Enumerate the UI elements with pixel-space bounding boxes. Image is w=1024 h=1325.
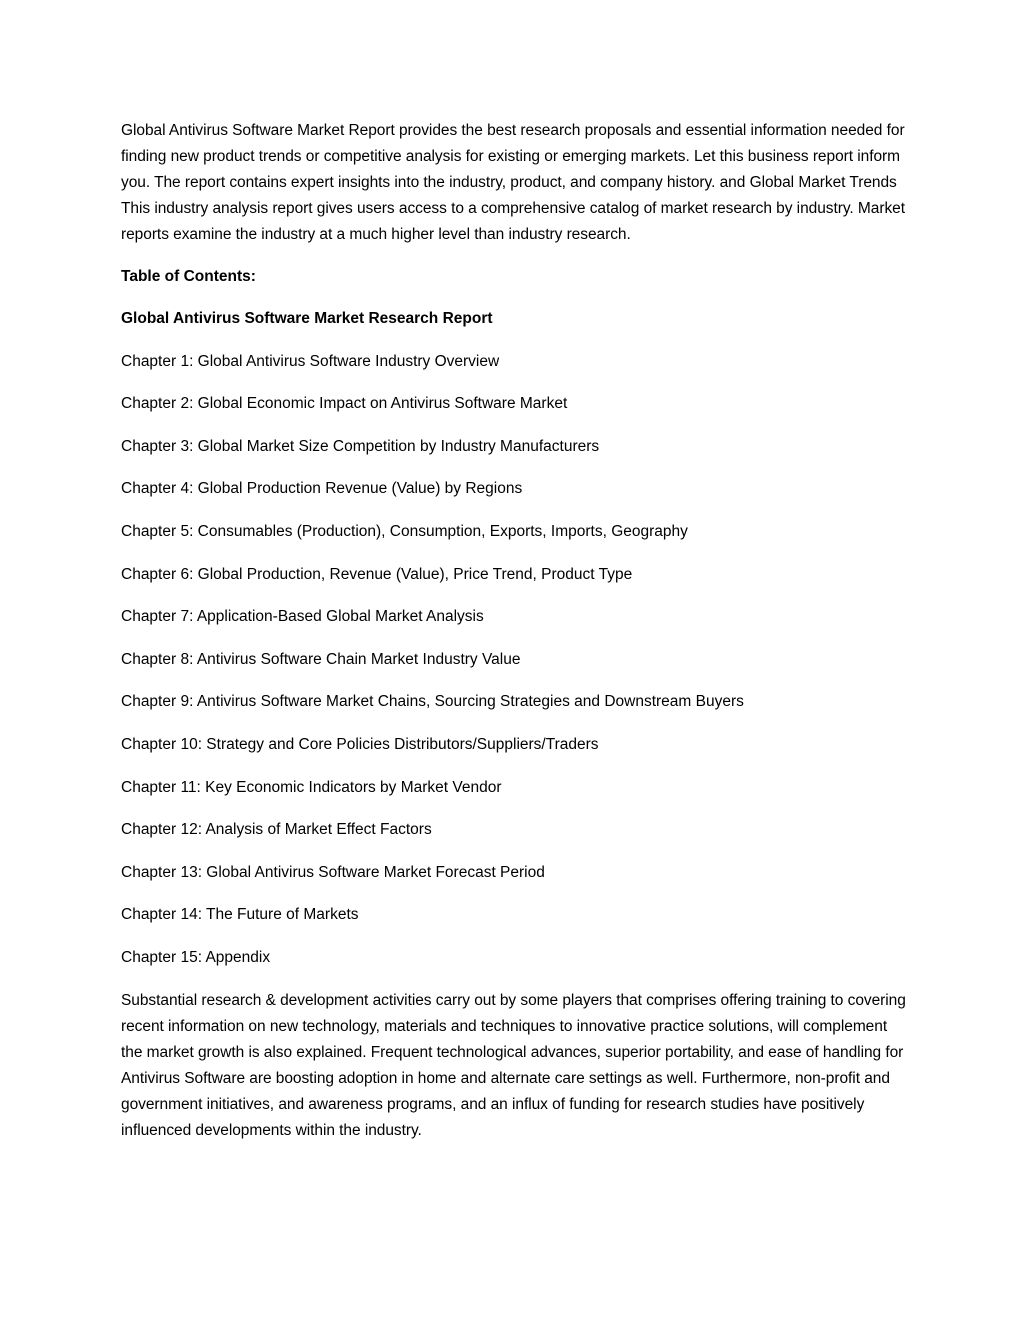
chapter-item: Chapter 1: Global Antivirus Software Industry Overview (121, 352, 500, 370)
chapter-item: Chapter 9: Antivirus Software Market Chains, Sourcing Strategies and Downstream Buyers (121, 693, 744, 711)
chapter-item: Chapter 3: Global Market Size Competition by Industry Manufacturers (121, 437, 600, 455)
closing-paragraph: Substantial research & development activities carry out by some players that comprises offering training to covering recent information on new technology, materials and techniques to innovative practice solutions, will complement the market growth is also explained. Frequent technological advances, superior portability, and ease of handling for Antivirus Software are boosting adoption in home and alternate care settings as well. Furthermore, non-profit and government initiatives, and awareness programs, and an influx of funding for research studies have positively influenced developments within the industry. (121, 991, 906, 1139)
report-title: Global Antivirus Software Market Research Report (121, 310, 493, 327)
chapter-item: Chapter 10: Strategy and Core Policies Distributors/Suppliers/Traders (121, 735, 599, 753)
chapter-item: Chapter 13: Global Antivirus Software Market Forecast Period (121, 863, 545, 881)
chapter-item: Chapter 2: Global Economic Impact on Antivirus Software Market (121, 395, 568, 413)
intro-paragraph: Global Antivirus Software Market Report provides the best research proposals and essential information needed for finding new product trends or competitive analysis for existing or emerging markets. Let this business report inform you. The report contains expert insights into the industry, product, and company history. and Global Market Trends This industry analysis report gives users access to a comprehensive catalog of market research by industry. Market reports examine the industry at a much higher level than industry research. (121, 122, 905, 243)
document-page (121, 118, 911, 1144)
chapter-item: Chapter 4: Global Production Revenue (Value) by Regions (121, 480, 523, 498)
chapter-item: Chapter 11: Key Economic Indicators by Market Vendor (121, 778, 502, 796)
chapter-item: Chapter 8: Antivirus Software Chain Market Industry Value (121, 650, 521, 668)
chapter-item: Chapter 12: Analysis of Market Effect Factors (121, 821, 432, 839)
chapter-list (121, 349, 911, 971)
chapter-item: Chapter 5: Consumables (Production), Consumption, Exports, Imports, Geography (121, 522, 688, 540)
toc-heading: Table of Contents: (121, 268, 256, 285)
chapter-item: Chapter 14: The Future of Markets (121, 906, 359, 924)
chapter-item: Chapter 7: Application-Based Global Market Analysis (121, 608, 484, 626)
chapter-item: Chapter 6: Global Production, Revenue (Value), Price Trend, Product Type (121, 565, 633, 583)
chapter-item: Chapter 15: Appendix (121, 948, 271, 966)
